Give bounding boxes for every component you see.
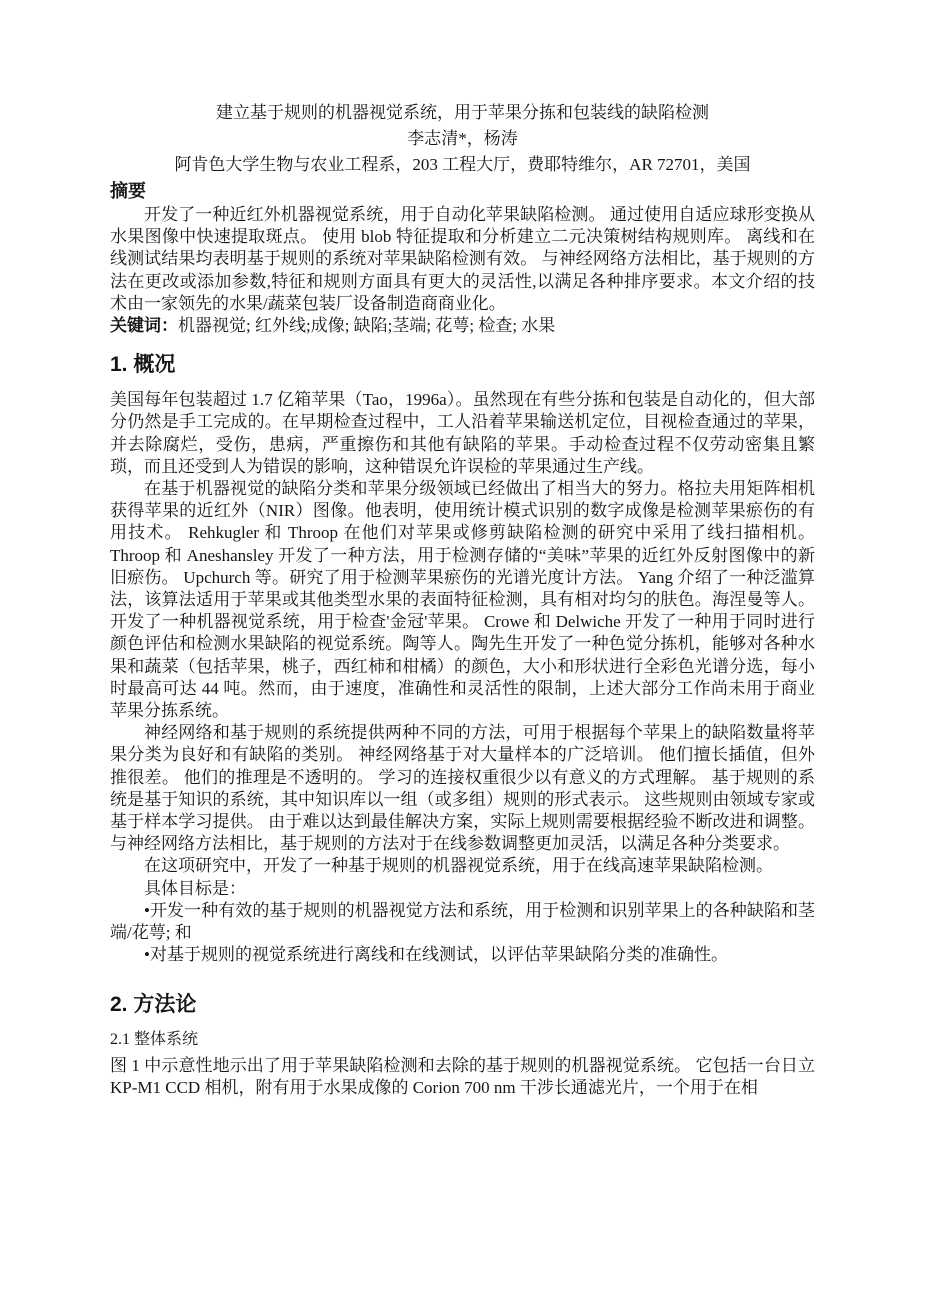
objectives-lead-line: 具体目标是： — [144, 878, 246, 898]
section-1-paragraph-2: 在基于机器视觉的缺陷分类和苹果分级领域已经做出了相当大的努力。格拉夫用矩阵相机获得苹果的近红外（NIR）图像。他表明，使用统计模式识别的数字成像是检测苹果瘀伤的有用技术。 Rehkugler 和 Throop 在他们对苹果或修剪缺陷检测的研究中采用了线扫描相机。 Throop 和 Aneshansley 开发了一种方法，用于检测存储的“美味”苹果的近红外反射图像中的新旧瘀伤。 Upchurch 等。研究了用于检测苹果瘀伤的光谱光度计方法。 Yang 介绍了一种泛滥算法，该算法适用于苹果或其他类型水果的表面特征检测，具有相对均匀的肤色。海涅曼等人。开发了一种机器视觉系统，用于检查'金冠'苹果。 Crowe 和 Delwiche 开发了一种用于同时进行颜色评估和检测水果缺陷的视觉系统。陶等人。陶先生开发了一种色觉分拣机，能够对各种水果和蔬菜（包括苹果，桃子，西红柿和柑橘）的颜色，大小和形状进行全彩色光谱分选，每小时最高可达 44 吨。然而，由于速度，准确性和灵活性的限制，上述大部分工作尚未用于商业苹果分拣系统。 — [110, 479, 815, 721]
keywords-line — [110, 315, 815, 337]
section-1-heading: 1. 概况 — [110, 353, 176, 377]
subsection-2-1-heading: 2.1 整体系统 — [110, 1030, 199, 1048]
section-2-heading: 2. 方法论 — [110, 992, 197, 1016]
keywords-label: 关键词： — [110, 316, 178, 336]
keywords-text: 机器视觉; 红外线;成像; 缺陷;茎端; 花萼; 检查; 水果 — [178, 316, 556, 336]
affiliation-line: 阿肯色大学生物与农业工程系，203 工程大厅，费耶特维尔，AR 72701，美国 — [174, 155, 751, 174]
section-2-paragraph-1: 图 1 中示意性地示出了用于苹果缺陷检测和去除的基于规则的机器视觉系统。 它包括一台日立 KP-M1 CCD 相机，附有用于水果成像的 Corion 700 nm 干涉长通滤光片，一个用于在相 — [110, 1055, 815, 1097]
paper-title: 建立基于规则的机器视觉系统，用于苹果分拣和包装线的缺陷检测 — [216, 103, 709, 122]
section-1-paragraph-1: 美国每年包装超过 1.7 亿箱苹果（Tao，1996a）。虽然现在有些分拣和包装是自动化的，但大部分仍然是手工完成的。在早期检查过程中，工人沿着苹果输送机定位，目视检查通过的苹果，并去除腐烂，受伤，患病，严重擦伤和其他有缺陷的苹果。手动检查过程不仅劳动密集且繁琐，而且还受到人为错误的影响，这种错误允许误检的苹果通过生产线。 — [110, 390, 815, 476]
abstract-paragraph: 开发了一种近红外机器视觉系统，用于自动化苹果缺陷检测。 通过使用自适应球形变换从水果图像中快速提取斑点。 使用 blob 特征提取和分析建立二元决策树结构规则库。 离线和在线测试结果均表明基于规则的系统对苹果缺陷检测有效。 与神经网络方法相比，基于规则的方法在更改或添加参数,特征和规则方面具有更大的灵活性,以满足各种排序要求。本文介绍的技术由一家领先的水果/蔬菜包装厂设备制造商商业化。 — [110, 205, 815, 313]
objective-bullet-1: •开发一种有效的基于规则的机器视觉方法和系统，用于检测和识别苹果上的各种缺陷和茎端/花萼; 和 — [110, 900, 815, 943]
section-1-paragraph-4: 在这项研究中，开发了一种基于规则的机器视觉系统，用于在线高速苹果缺陷检测。 — [144, 856, 773, 876]
abstract-heading: 摘要 — [110, 181, 146, 201]
objective-bullet-2: •对基于规则的视觉系统进行离线和在线测试，以评估苹果缺陷分类的准确性。 — [144, 945, 728, 965]
section-1-paragraph-3: 神经网络和基于规则的系统提供两种不同的方法，可用于根据每个苹果上的缺陷数量将苹果分类为良好和有缺陷的类别。 神经网络基于对大量样本的广泛培训。 他们擅长插值，但外推很差。 他们的推理是不透明的。 学习的连接权重很少以有意义的方式理解。 基于规则的系统是基于知识的系统，其中知识库以一组（或多组）规则的形式表示。 这些规则由领域专家或基于样本学习提供。 由于难以达到最佳解决方案，实际上规则需要根据经验不断改进和调整。 与神经网络方法相比，基于规则的方法对于在线参数调整更加灵活，以满足各种分类要求。 — [110, 723, 815, 854]
authors-line: 李志清*，杨涛 — [407, 129, 518, 148]
